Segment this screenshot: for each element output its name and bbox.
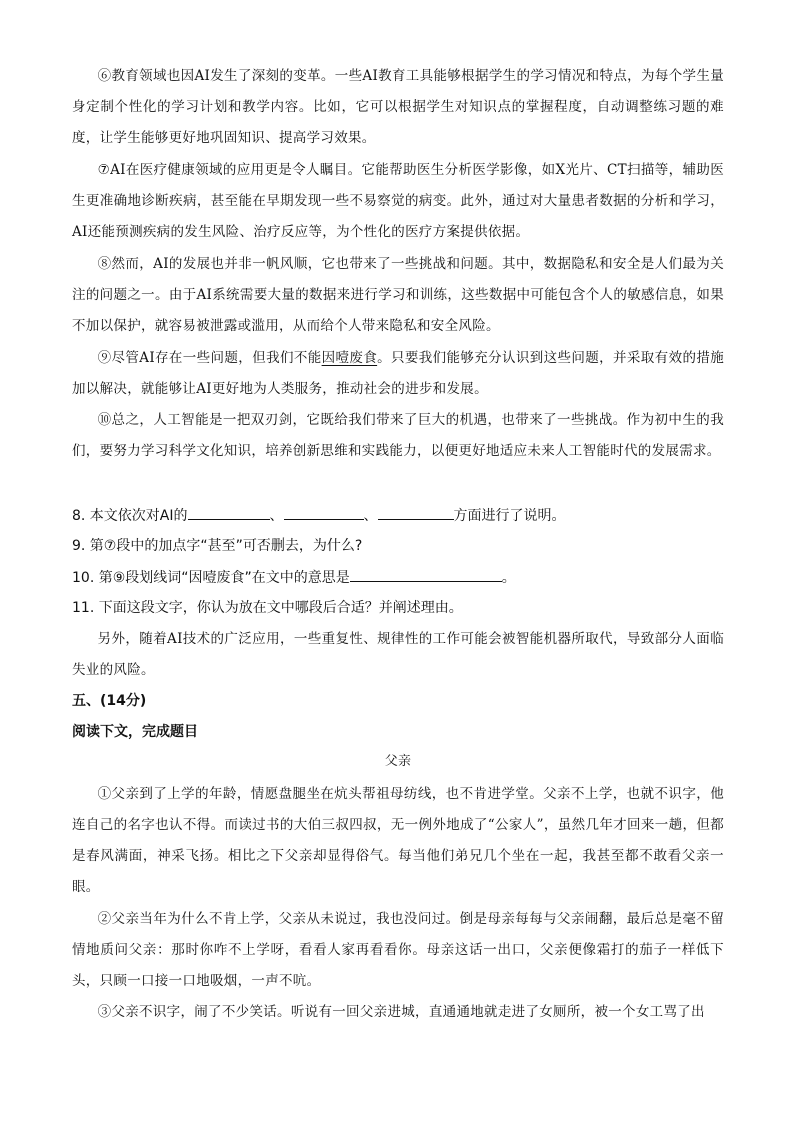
question-8 (72, 504, 724, 527)
answer-blank-8a[interactable] (188, 504, 270, 520)
question-9: 9. 第⑦段中的加点字“甚至”可否删去，为什么? (72, 538, 363, 554)
father-paragraph-2: ②父亲当年为什么不肯上学，父亲从未说过，我也没问过。倒是母亲每每与父亲闹翻，最后总是毫不留情地质问父亲：那时你咋不上学呀，看看人家再看看你。母亲这话一出口，父亲便像霜打的茄子一样低下头，只顾一口接一口地吸烟，一声不吭。 (72, 911, 724, 989)
question-10-prefix: 10. 第⑨段划线词“因噎废食”在文中的意思是 (72, 570, 350, 586)
question-11-excerpt: 另外，随着AI技术的广泛应用，一些重复性、规律性的工作可能会被智能机器所取代，导致部分人面临失业的风险。 (72, 631, 724, 678)
father-paragraph-1: ①父亲到了上学的年龄，情愿盘腿坐在炕头帮祖母纺线，也不肯进学堂。父亲不上学，也就不识字，他连自己的名字也认不得。而读过书的大伯三叔四叔，无一例外地成了“公家人”，虽然几年才回来一趟，但都是春风满面，神采飞扬。相比之下父亲却显得俗气。每当他们弟兄几个坐在一起，我甚至都不敢看父亲一眼。 (72, 786, 724, 895)
paragraph-6: ⑥教育领域也因AI发生了深刻的变革。一些AI教育工具能够根据学生的学习情况和特点，为每个学生量身定制个性化的学习计划和教学内容。比如，它可以根据学生对知识点的掌握程度，自动调整练习题的难度，让学生能够更好地巩固知识、提高学习效果。 (72, 68, 724, 146)
paragraph-7: ⑦AI在医疗健康领域的应用更是令人瞩目。它能帮助医生分析医学影像，如X光片、CT扫描等，辅助医生更准确地诊断疾病，甚至能在早期发现一些不易察觉的病变。此外，通过对大量患者数据的分析和学习，AI还能预测疾病的发生风险、治疗反应等，为个性化的医疗方案提供依据。 (72, 162, 724, 240)
question-8-sep-2: 、 (363, 508, 378, 524)
answer-blank-10[interactable] (350, 566, 502, 582)
question-8-prefix: 8. 本文依次对AI的 (72, 508, 188, 524)
passage-title: 父亲 (384, 754, 412, 769)
question-11: 11. 下面这段文字，你认为放在文中哪段后合适？并阐述理由。 (72, 600, 463, 616)
paragraph-8: ⑧然而，AI的发展也并非一帆风顺，它也带来了一些挑战和问题。其中，数据隐私和安全是人们最为关注的问题之一。由于AI系统需要大量的数据来进行学习和训练，这些数据中可能包含个人的敏感信息，如果不加以保护，就容易被泄露或滥用，从而给个人带来隐私和安全风险。 (72, 256, 724, 334)
answer-blank-8b[interactable] (284, 504, 364, 520)
paragraph-9 (72, 343, 724, 405)
answer-blank-8c[interactable] (378, 504, 454, 520)
question-10-suffix: 。 (501, 570, 516, 586)
question-8-suffix: 方面进行了说明。 (453, 508, 566, 524)
paragraph-9-lead: ⑨尽管AI存在一些问题，但我们不能 (97, 350, 322, 366)
question-10 (72, 566, 724, 589)
paragraph-10: ⑩总之，人工智能是一把双刃剑，它既给我们带来了巨大的机遇，也带来了一些挑战。作为初中生的我们，要努力学习科学文化知识，培养创新思维和实践能力，以便更好地适应未来人工智能时代的发展需求。 (72, 412, 724, 459)
underlined-phrase: 因噎废食 (321, 350, 378, 366)
reading-instruction: 阅读下文，完成题目 (72, 724, 198, 740)
question-8-sep-1: 、 (269, 508, 284, 524)
father-paragraph-3: ③父亲不识字，闹了不少笑话。听说有一回父亲进城，直通通地就走进了女厕所，被一个女工骂了出 (97, 1004, 705, 1020)
section-heading: 五、(14分) (72, 693, 147, 709)
paragraph-9-rest: 。只要我们能够充分认识到这些问题，并采取有效的措施加以解决，就能够让AI更好地为人类服务，推动社会的进步和发展。 (72, 350, 725, 397)
